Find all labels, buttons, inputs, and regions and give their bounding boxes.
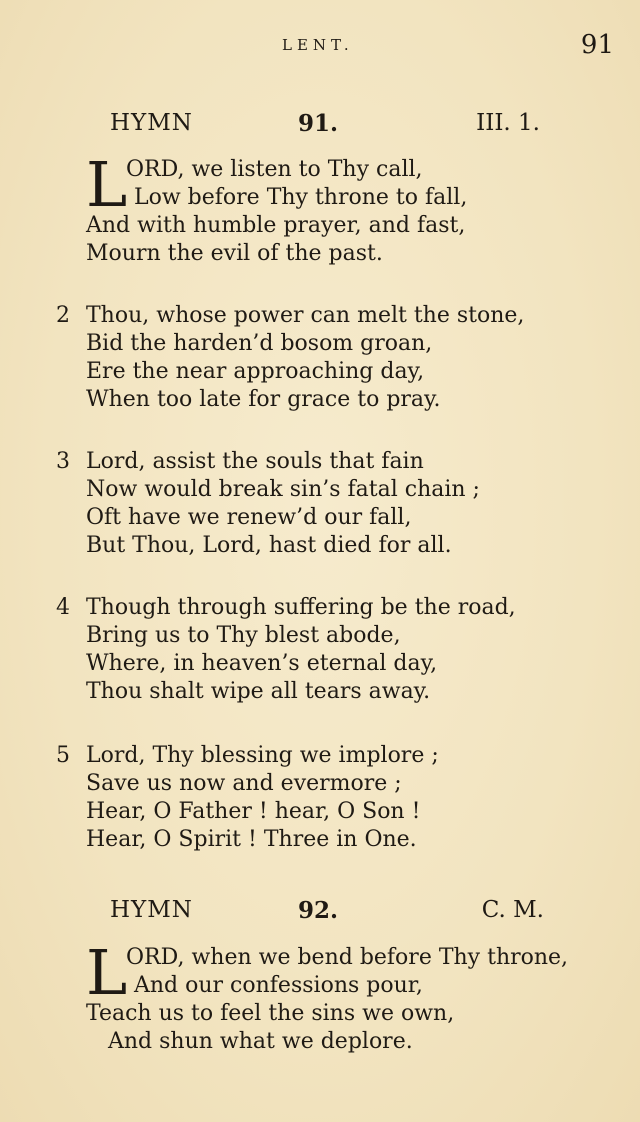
page-number: 91 xyxy=(580,30,614,60)
verse-line: When too late for grace to pray. xyxy=(86,387,441,412)
hymn-number: 91. xyxy=(298,110,339,137)
hymn-number: 92. xyxy=(298,897,339,924)
hymn-meter: III. 1. xyxy=(476,110,540,136)
verse-line: And shun what we deplore. xyxy=(108,1029,413,1054)
stanza-number: 2 xyxy=(56,303,70,328)
stanza-number: 3 xyxy=(56,449,70,474)
hymn-92-header xyxy=(110,897,544,929)
hymn-92-stanza-1 xyxy=(56,936,616,1056)
verse-line: Where, in heaven’s eternal day, xyxy=(86,651,438,676)
hymn-91-stanza-1 xyxy=(56,148,616,268)
verse-line: Oft have we renew’d our fall, xyxy=(86,505,412,530)
verse-line: Save us now and evermore ; xyxy=(86,771,402,796)
verse-line: 4 Though through suffering be the road, xyxy=(56,595,516,620)
drop-cap: L xyxy=(86,148,128,221)
verse-line: But Thou, Lord, hast died for all. xyxy=(86,533,452,558)
verse-line: 2 Thou, whose power can melt the stone, xyxy=(56,303,525,328)
hymn-91-stanza-4 xyxy=(56,594,616,706)
hymn-meter: C. M. xyxy=(481,897,544,923)
hymn-91-stanza-5 xyxy=(56,742,616,854)
verse-line: ORD, when we bend before Thy throne, xyxy=(126,945,569,970)
verse-line: Bid the harden’d bosom groan, xyxy=(86,331,433,356)
hymn-91-stanza-2 xyxy=(56,302,616,414)
verse-line: And our confessions pour, xyxy=(134,973,423,998)
verse-line: ORD, we listen to Thy call, xyxy=(126,157,423,182)
running-head xyxy=(0,30,640,60)
verse-line: Low before Thy throne to fall, xyxy=(134,185,468,210)
hymn-label: HYMN xyxy=(110,110,193,136)
stanza-number: 4 xyxy=(56,595,70,620)
verse-line: And with humble prayer, and fast, xyxy=(86,213,466,238)
verse-line: Hear, O Father ! hear, O Son ! xyxy=(86,799,421,824)
verse-line: Thou shalt wipe all tears away. xyxy=(86,679,431,704)
running-title: LENT. xyxy=(282,36,354,54)
verse-line: Hear, O Spirit ! Three in One. xyxy=(86,827,417,852)
hymn-91-header xyxy=(110,110,540,142)
stanza-number: 5 xyxy=(56,743,70,768)
verse-line: Bring us to Thy blest abode, xyxy=(86,623,401,648)
hymn-91-stanza-3 xyxy=(56,448,616,560)
verse-line: Now would break sin’s fatal chain ; xyxy=(86,477,480,502)
verse-line: Mourn the evil of the past. xyxy=(86,241,383,266)
verse-line: Ere the near approaching day, xyxy=(86,359,425,384)
verse-line: 5 Lord, Thy blessing we implore ; xyxy=(56,743,439,768)
drop-cap: L xyxy=(86,936,128,1009)
verse-line: Teach us to feel the sins we own, xyxy=(86,1001,455,1026)
verse-line: 3 Lord, assist the souls that fain xyxy=(56,449,424,474)
hymn-label: HYMN xyxy=(110,897,193,923)
